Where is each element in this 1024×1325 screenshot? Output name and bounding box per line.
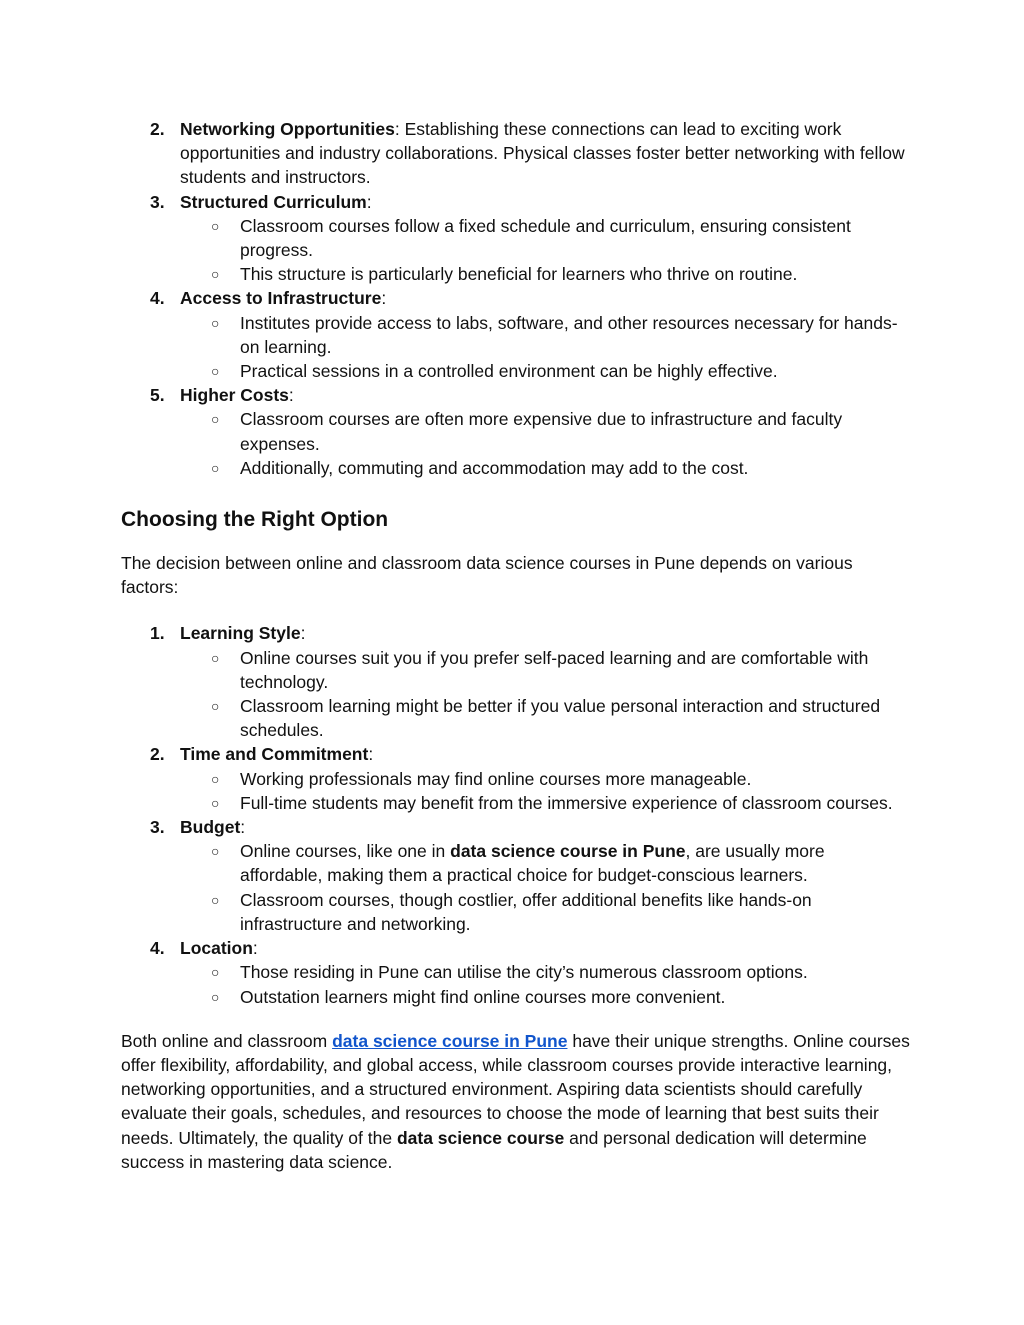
sub-list-item xyxy=(180,694,911,742)
list-number: 2. xyxy=(150,744,165,765)
sub-list-item xyxy=(180,311,911,359)
list-number: 3. xyxy=(150,191,165,212)
list-item xyxy=(121,190,911,287)
sub-list xyxy=(180,646,911,743)
bullet-text: Classroom courses are often more expensive due to infrastructure and faculty expenses. xyxy=(240,409,843,454)
hollow-circle-bullet-icon: ○ xyxy=(211,314,220,331)
bold-keyword: data science course in Pune xyxy=(450,841,686,862)
bullet-text: Full-time students may benefit from the immersive experience of classroom courses. xyxy=(240,792,893,813)
list-number: 3. xyxy=(150,817,165,838)
paragraph-text: Both online and classroom xyxy=(121,1030,333,1051)
hollow-circle-bullet-icon: ○ xyxy=(211,891,220,908)
hollow-circle-bullet-icon: ○ xyxy=(211,988,220,1005)
bullet-text: Classroom courses follow a fixed schedule and curriculum, ensuring consistent progress. xyxy=(240,215,851,261)
bullet-text: Additionally, commuting and accommodation may add to the cost. xyxy=(240,457,749,478)
hollow-circle-bullet-icon: ○ xyxy=(211,266,220,283)
sub-list-item xyxy=(180,407,911,455)
list-item xyxy=(121,286,911,383)
list-number: 1. xyxy=(150,623,165,644)
item-text: : xyxy=(252,938,258,959)
sub-list-item xyxy=(180,456,911,480)
sub-list-item xyxy=(180,214,911,262)
item-text: : xyxy=(368,744,374,765)
list-item xyxy=(121,815,911,936)
bullet-text: Practical sessions in a controlled environment can be highly effective. xyxy=(240,361,778,382)
sub-list-item xyxy=(180,359,911,383)
hollow-circle-bullet-icon: ○ xyxy=(211,843,220,860)
sub-list xyxy=(180,214,911,287)
item-text: : xyxy=(366,191,372,212)
bullet-text: , are usually more affordable, making them a practical choice for budget-conscious learners. xyxy=(240,841,825,886)
sub-list-item xyxy=(180,839,911,887)
hollow-circle-bullet-icon: ○ xyxy=(211,770,220,787)
hollow-circle-bullet-icon: ○ xyxy=(211,411,220,428)
bullet-text: Institutes provide access to labs, software, and other resources necessary for hands-on learning. xyxy=(240,312,898,357)
list-number: 2. xyxy=(150,119,165,139)
hollow-circle-bullet-icon: ○ xyxy=(211,217,220,234)
list-item xyxy=(121,621,911,742)
bullet-text: Online courses suit you if you prefer self-paced learning and are comfortable with technology. xyxy=(240,647,869,692)
sub-list xyxy=(180,839,911,936)
bullet-text: Outstation learners might find online courses more convenient. xyxy=(240,986,726,1007)
hollow-circle-bullet-icon: ○ xyxy=(211,698,220,715)
list-item xyxy=(121,742,911,815)
item-title: Budget xyxy=(180,817,241,838)
paragraph-text: have their unique strengths. Online courses offer flexibility, affordability, and global access, while classroom courses provide interactive learning, networking opportunities, and a structured environment. Aspiring data scientists should carefully evaluate their goals, schedules, and resources to choose the mode of learning that best suits their needs. Ultimately, the quality of the xyxy=(121,1030,910,1148)
sub-list xyxy=(180,407,911,480)
item-title: Time and Commitment xyxy=(180,744,369,765)
hollow-circle-bullet-icon: ○ xyxy=(211,964,220,981)
bold-keyword: data science course xyxy=(396,1127,565,1148)
hollow-circle-bullet-icon: ○ xyxy=(211,794,220,811)
item-text: : xyxy=(300,623,306,644)
bullet-text: Those residing in Pune can utilise the city’s numerous classroom options. xyxy=(240,962,808,983)
item-title: Networking Opportunities xyxy=(180,119,395,139)
list-item xyxy=(121,383,911,480)
list-number: 4. xyxy=(150,288,165,309)
intro-paragraph: The decision between online and classroom data science courses in Pune depends on various factors: xyxy=(121,553,853,598)
bullet-text: Classroom courses, though costlier, offer additional benefits like hands-on infrastructure and networking. xyxy=(240,889,812,934)
bullet-text: This structure is particularly beneficial for learners who thrive on routine. xyxy=(240,264,798,285)
item-text: : xyxy=(288,385,294,406)
hollow-circle-bullet-icon: ○ xyxy=(211,649,220,666)
item-title: Structured Curriculum xyxy=(180,191,367,212)
paragraph-text: and personal dedication will determine success in mastering data science. xyxy=(121,1127,867,1172)
sub-list-item xyxy=(180,262,911,286)
course-link[interactable]: data science course in Pune xyxy=(332,1030,568,1051)
list-number: 4. xyxy=(150,938,165,959)
item-text: : Establishing these connections can lead to exciting work opportunities and industry collaborations. Physical classes foster better networking with fellow students and instructors. xyxy=(180,119,905,188)
sub-list-item xyxy=(180,646,911,694)
sub-list xyxy=(180,311,911,384)
bullet-text: Online courses, like one in xyxy=(240,841,451,862)
item-title: Higher Costs xyxy=(180,385,289,406)
sub-list xyxy=(180,960,911,1008)
bullet-text: Classroom learning might be better if you value personal interaction and structured schedules. xyxy=(240,696,881,741)
section-heading: Choosing the Right Option xyxy=(121,508,389,532)
list-item xyxy=(121,936,911,1009)
conclusion-paragraph xyxy=(121,1029,911,1174)
sub-list-item xyxy=(180,888,911,936)
item-title: Learning Style xyxy=(180,623,301,644)
document-page xyxy=(121,117,911,1174)
item-title: Access to Infrastructure xyxy=(180,288,382,309)
sub-list-item xyxy=(180,985,911,1009)
list-item xyxy=(121,117,911,190)
hollow-circle-bullet-icon: ○ xyxy=(211,459,220,476)
bullet-text: Working professionals may find online courses more manageable. xyxy=(240,768,752,789)
item-text: : xyxy=(240,817,246,838)
sub-list-item xyxy=(180,767,911,791)
hollow-circle-bullet-icon: ○ xyxy=(211,363,220,380)
sub-list-item xyxy=(180,791,911,815)
sub-list xyxy=(180,767,911,815)
item-title: Location xyxy=(180,938,253,959)
list-number: 5. xyxy=(150,385,165,406)
factors-list xyxy=(121,621,911,1008)
advantages-list xyxy=(121,117,911,480)
sub-list-item xyxy=(180,960,911,984)
item-text: : xyxy=(381,288,387,309)
